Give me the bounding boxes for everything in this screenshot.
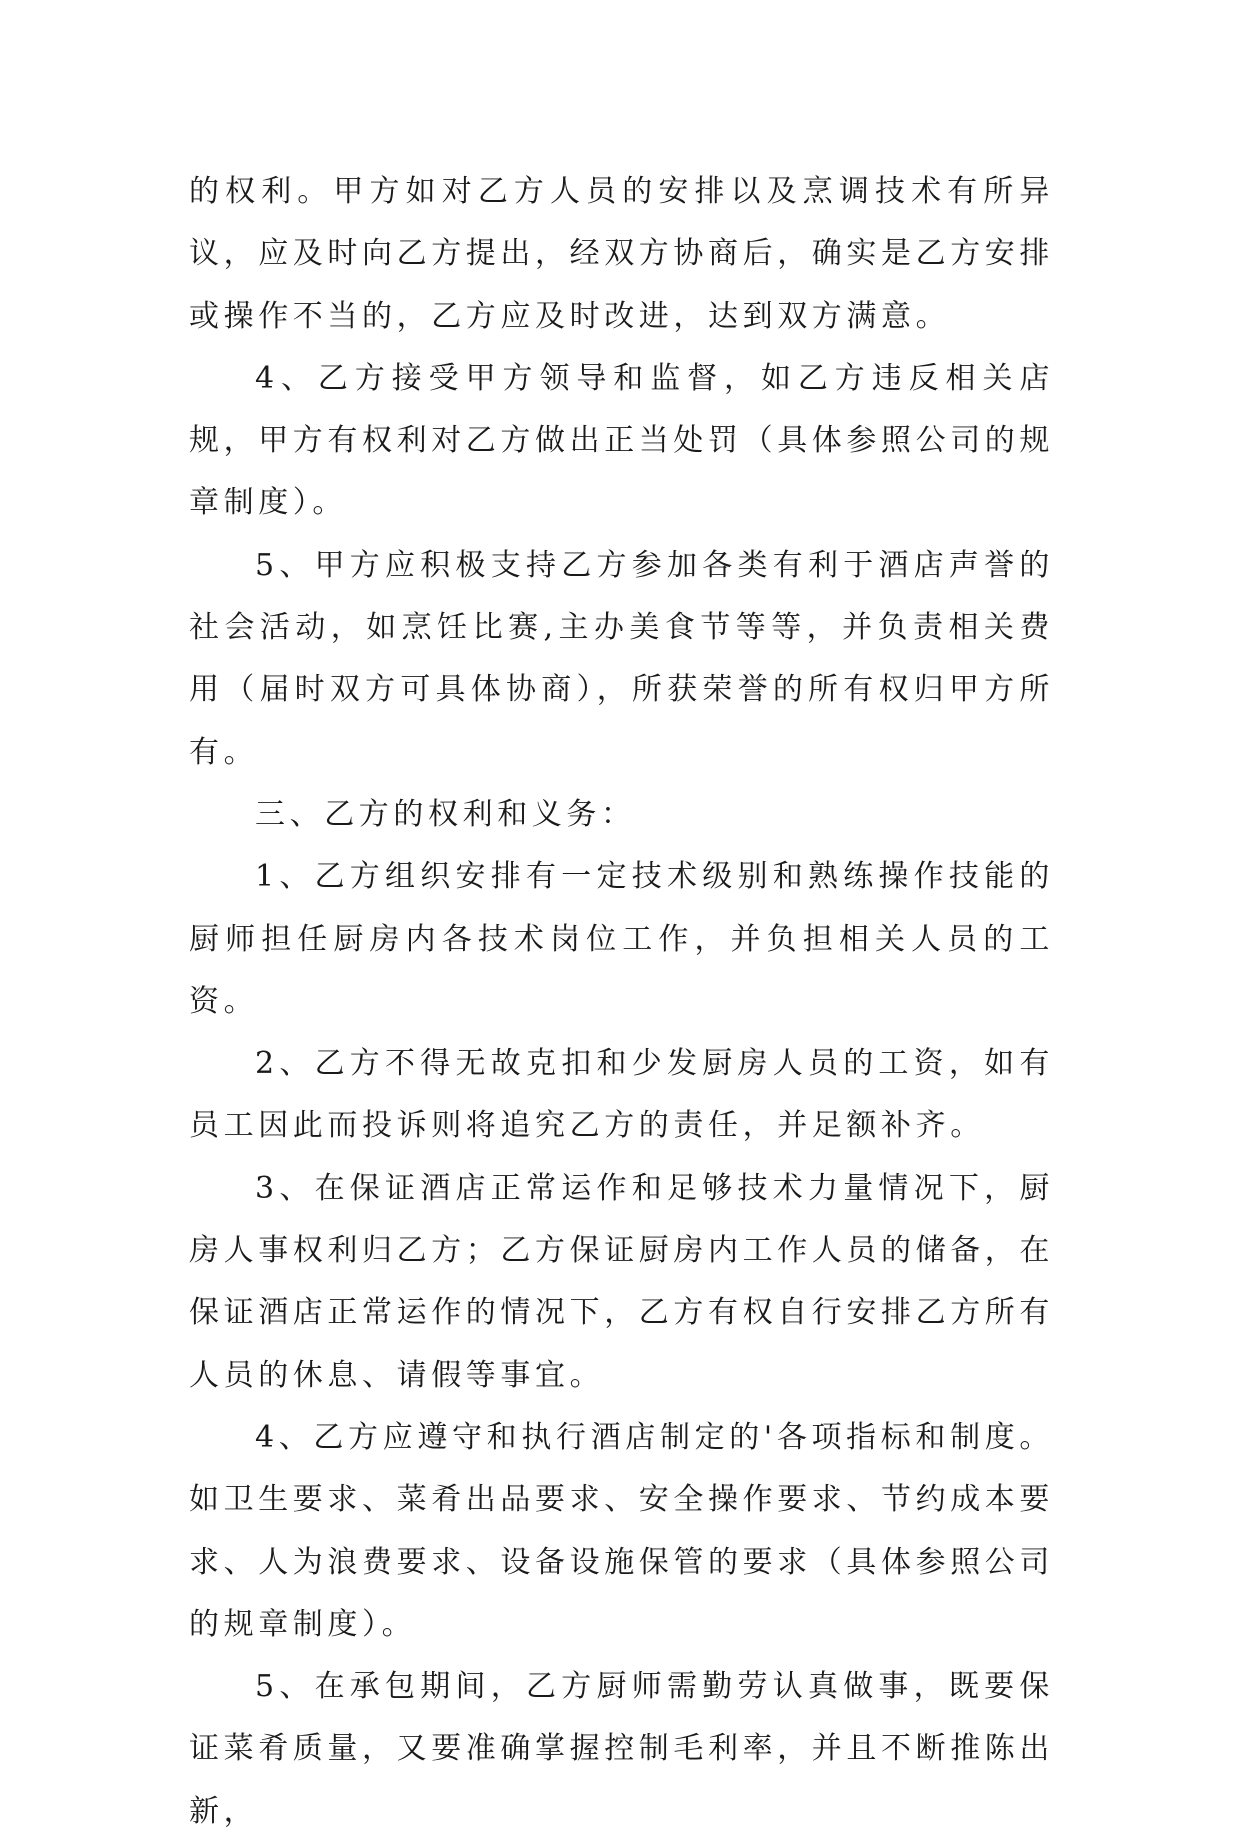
document-body — [189, 161, 1054, 1843]
paragraph-party-a-clause-4: 4、乙方接受甲方领导和监督，如乙方违反相关店规，甲方有权利对乙方做出正当处罚（具体参照公司的规章制度）。 — [189, 360, 1054, 521]
paragraph-party-b-clause-5: 5、在承包期间，乙方厨师需勤劳认真做事，既要保证菜肴质量，又要准确掌握控制毛利率，并且不断推陈出新， — [189, 1669, 1054, 1829]
section-heading-party-b-rights: 三、乙方的权利和义务： — [255, 796, 636, 832]
paragraph-party-b-clause-3: 3、在保证酒店正常运作和足够技术力量情况下，厨房人事权利归乙方；乙方保证厨房内工作人员的储备，在保证酒店正常运作的情况下，乙方有权自行安排乙方所有人员的休息、请假等事宜。 — [189, 1170, 1054, 1393]
paragraph-party-a-clause-5: 5、甲方应积极支持乙方参加各类有利于酒店声誉的社会活动，如烹饪比赛,主办美食节等等，并负责相关费用（届时双方可具体协商），所获荣誉的所有权归甲方所有。 — [189, 547, 1054, 770]
paragraph-party-b-clause-4: 4、乙方应遵守和执行酒店制定的'各项指标和制度。如卫生要求、菜肴出品要求、安全操作要求、节约成本要求、人为浪费要求、设备设施保管的要求（具体参照公司的规章制度）。 — [189, 1419, 1054, 1642]
paragraph-continued: 的权利。甲方如对乙方人员的安排以及烹调技术有所异议，应及时向乙方提出，经双方协商后，确实是乙方安排或操作不当的，乙方应及时改进，达到双方满意。 — [189, 174, 1054, 334]
paragraph-party-b-clause-1: 1、乙方组织安排有一定技术级别和熟练操作技能的厨师担任厨房内各技术岗位工作，并负担相关人员的工资。 — [189, 859, 1054, 1019]
paragraph-party-b-clause-2: 2、乙方不得无故克扣和少发厨房人员的工资，如有员工因此而投诉则将追究乙方的责任，并足额补齐。 — [189, 1046, 1054, 1144]
